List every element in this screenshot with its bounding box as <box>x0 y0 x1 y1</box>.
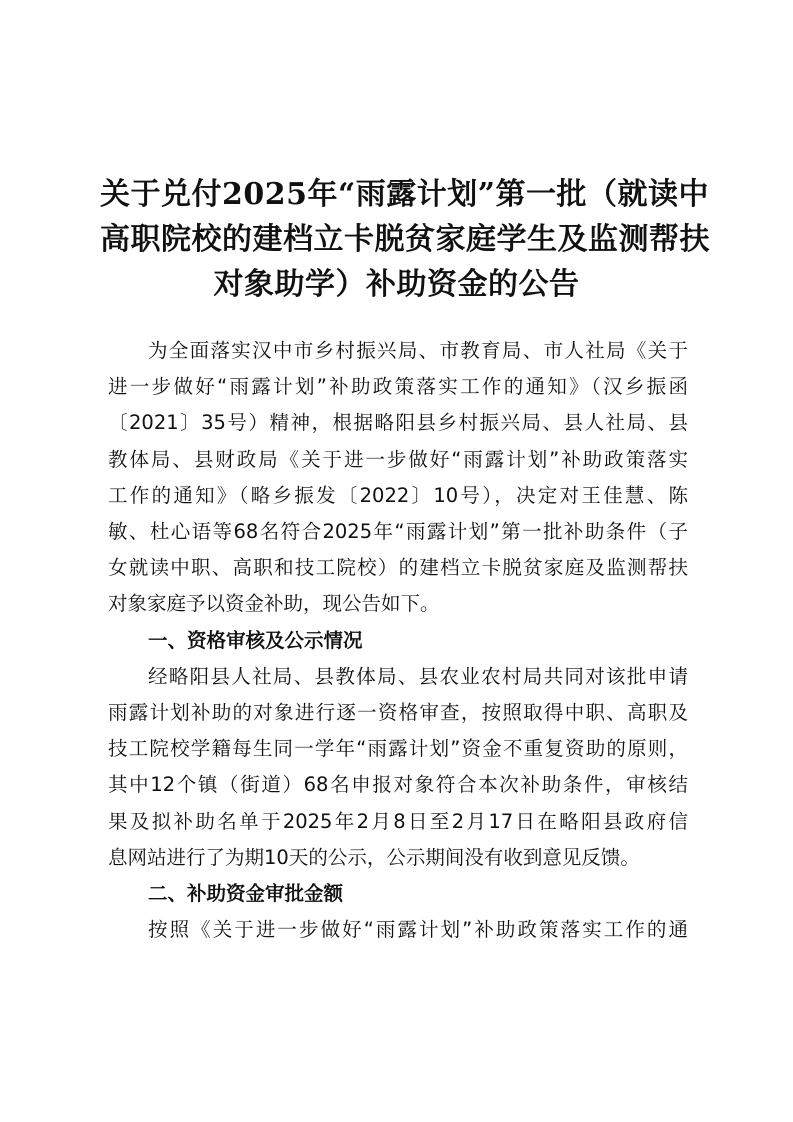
text-line: 进一步做好“雨露计划”补助政策落实工作的通知》（汉乡振函 <box>108 375 688 399</box>
text-line: 雨露计划补助的对象进行逐一资格审查，按照取得中职、高职及 <box>108 701 688 725</box>
heading-text: 二、补助资金审批金额 <box>148 882 344 906</box>
text-line: 〔2021〕35号）精神，根据略阳县乡村振兴局、县人社局、县 <box>108 411 688 435</box>
text-line: 工作的通知》（略乡振发〔2022〕10号），决定对王佳慧、陈 <box>108 483 688 507</box>
text-line: 为全面落实汉中市乡村振兴局、市教育局、市人社局《关于 <box>148 339 688 362</box>
funding-paragraph <box>108 912 688 948</box>
text-line: 敏、杜心语等68名符合2025年“雨露计划”第一批补助条件（子 <box>108 520 688 544</box>
title-line: 对象助学）补助资金的公告 <box>213 267 580 302</box>
text-line: 技工院校学籍每生同一学年“雨露计划”资金不重复资助的原则， <box>108 737 688 761</box>
section-heading-funding <box>108 876 688 912</box>
title-line: 高职院校的建档立卡脱贫家庭学生及监测帮扶 <box>100 222 710 257</box>
section-heading-qualification <box>108 623 688 659</box>
intro-paragraph <box>108 333 688 623</box>
text-line: 女就读中职、高职和技工院校）的建档立卡脱贫家庭及监测帮扶 <box>108 556 688 580</box>
text-line: 对象家庭予以资金补助，现公告如下。 <box>108 592 440 616</box>
text-line: 息网站进行了为期10天的公示，公示期间没有收到意见反馈。 <box>108 845 640 869</box>
document-title <box>100 172 710 307</box>
qualification-paragraph <box>108 659 688 876</box>
text-line: 按照《关于进一步做好“雨露计划”补助政策落实工作的通 <box>148 918 688 942</box>
text-line: 经略阳县人社局、县教体局、县农业农村局共同对该批申请 <box>148 664 688 688</box>
document-body <box>108 333 688 948</box>
text-line: 果及拟补助名单于2025年2月8日至2月17日在略阳县政府信 <box>108 809 688 833</box>
heading-text: 一、资格审核及公示情况 <box>148 628 363 652</box>
title-line: 关于兑付2025年“雨露计划”第一批（就读中 <box>100 177 710 212</box>
text-line: 其中12个镇（街道）68名申报对象符合本次补助条件，审核结 <box>108 773 688 797</box>
text-line: 教体局、县财政局《关于进一步做好“雨露计划”补助政策落实 <box>108 447 688 471</box>
